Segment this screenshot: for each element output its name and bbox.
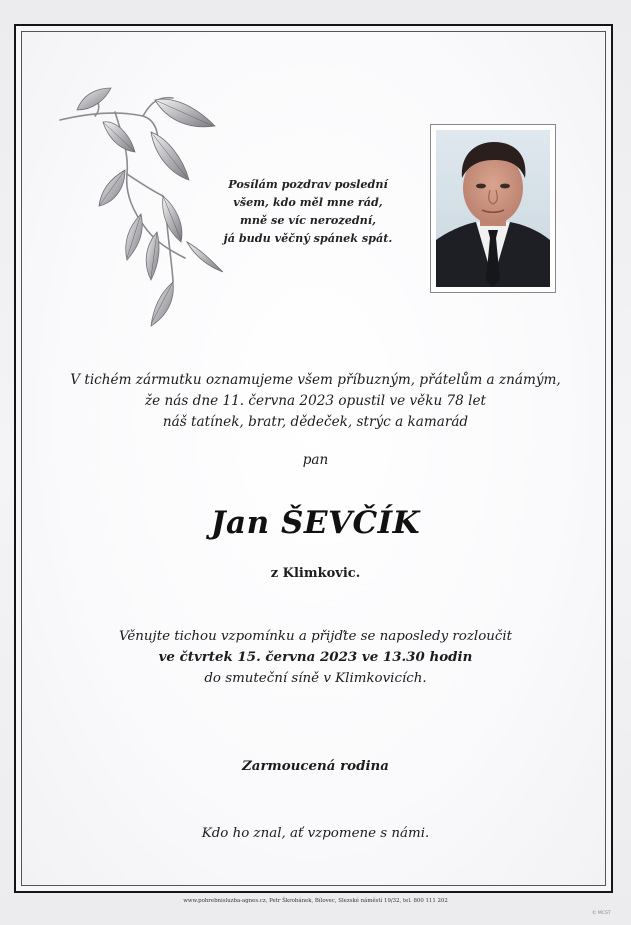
- funeral-datetime: ve čtvrtek 15. června 2023 ve 13.30 hodin: [158, 649, 473, 665]
- title-word: pan: [302, 452, 329, 468]
- footer-contact: www.pohrebnisluzba-agnes.cz, Petr Škrobánek, Bílovec, Slezské náměstí 19/32, tel. 800 111 202: [183, 898, 448, 904]
- announcement-line: náš tatínek, bratr, dědeček, strýc a kamarád: [162, 414, 469, 430]
- portrait-frame: [430, 124, 556, 293]
- announcement-line: že nás dne 11. června 2023 opustil ve věku 78 let: [144, 393, 487, 409]
- announcement-line: V tichém zármutku oznamujeme všem příbuzným, přátelům a známým,: [70, 372, 561, 388]
- leaf-branch-ornament: [55, 82, 230, 332]
- deceased-name: Jan ŠEVČÍK: [210, 505, 421, 541]
- portrait-photo: [436, 130, 550, 287]
- deceased-origin: z Klimkovic.: [270, 566, 361, 581]
- poem-line: Posílám pozdrav poslední: [228, 177, 388, 191]
- closing-line: Kdo ho znal, ať vzpomene s námi.: [201, 826, 430, 841]
- poem-line: mně se víc nerozední,: [240, 213, 376, 227]
- watermark: © MCST: [592, 911, 611, 916]
- family-signature: Zarmoucená rodina: [242, 758, 389, 774]
- poem-line: já budu věčný spánek spát.: [223, 231, 393, 245]
- poem-line: všem, kdo měl mne rád,: [233, 195, 383, 209]
- funeral-details: [40, 626, 591, 689]
- memorial-poem: [218, 175, 398, 247]
- funeral-invite: Věnujte tichou vzpomínku a přijďte se naposledy rozloučit: [118, 629, 513, 644]
- death-announcement: [40, 370, 591, 433]
- funeral-place: do smuteční síně v Klimkovicích.: [204, 671, 427, 686]
